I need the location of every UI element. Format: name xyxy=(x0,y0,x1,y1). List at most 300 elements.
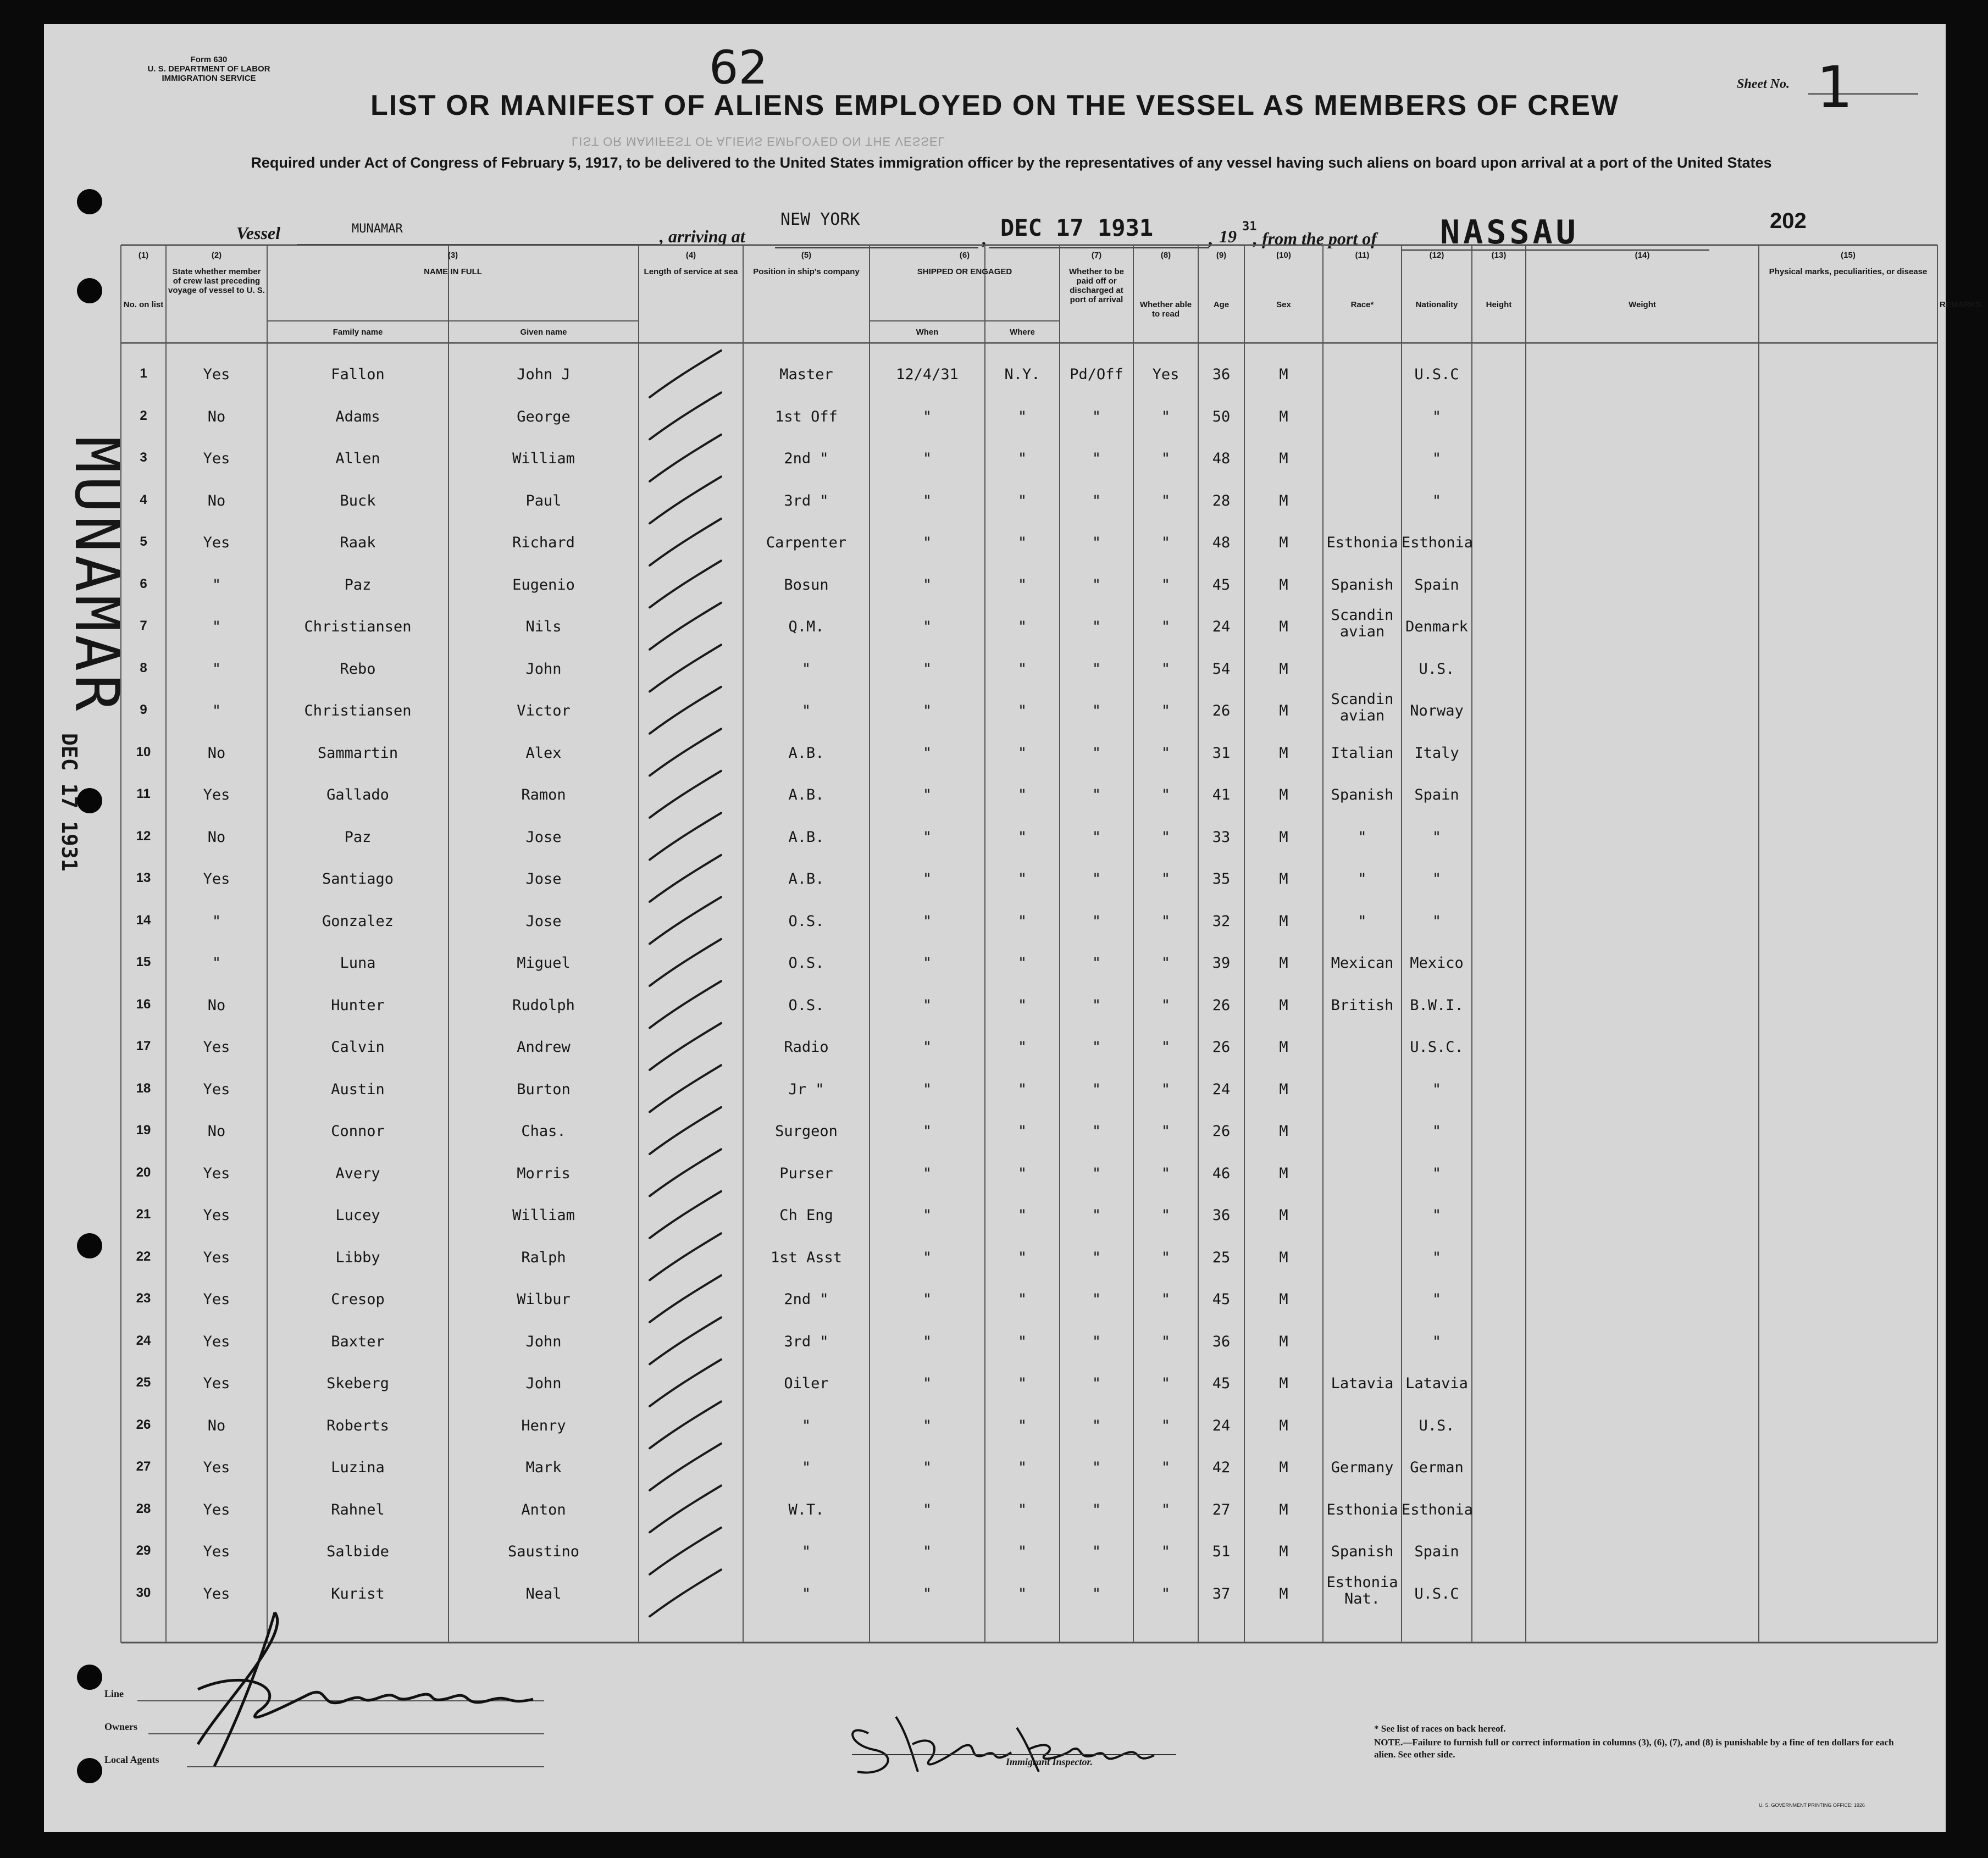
shipped-where: " xyxy=(1017,1417,1027,1434)
shipped-where: " xyxy=(1017,1459,1027,1476)
race: Spanish xyxy=(1331,1543,1394,1560)
given-name: William xyxy=(512,1207,575,1224)
given-name: John xyxy=(525,1333,562,1350)
nationality: U.S.C xyxy=(1414,1585,1459,1602)
shipped-when: " xyxy=(922,1249,932,1266)
age: 45 xyxy=(1212,576,1231,594)
paid-off: " xyxy=(1092,1123,1101,1140)
able-to-read: " xyxy=(1161,1123,1171,1140)
row-number: 30 xyxy=(136,1585,151,1600)
given-name: Jose xyxy=(525,912,562,930)
service-tick-mark xyxy=(650,1191,721,1238)
position: W.T. xyxy=(788,1501,824,1518)
position: A.B. xyxy=(788,870,824,888)
nationality: " xyxy=(1432,1164,1442,1182)
shipped-where: " xyxy=(1017,492,1027,509)
given-name: Jose xyxy=(525,828,562,846)
paid-off: " xyxy=(1092,1291,1101,1308)
column-label: REMARKS xyxy=(1940,300,1981,309)
year-prefix: 19 xyxy=(1219,226,1237,246)
able-to-read: " xyxy=(1161,786,1171,803)
position: Carpenter xyxy=(766,534,847,551)
able-to-read: " xyxy=(1161,1585,1171,1602)
given-name: John xyxy=(525,660,562,678)
paid-off: " xyxy=(1092,660,1101,678)
position: 3rd " xyxy=(784,492,829,509)
paid-off: " xyxy=(1092,1039,1101,1056)
paid-off: " xyxy=(1092,1207,1101,1224)
column-label: Age xyxy=(1213,300,1230,309)
race: " xyxy=(1358,912,1367,930)
shipped-when: " xyxy=(922,1585,932,1602)
column-number: (8) xyxy=(1160,251,1171,260)
row-number: 10 xyxy=(136,744,151,759)
position: " xyxy=(801,660,811,678)
position: Bosun xyxy=(784,576,829,594)
given-name: William xyxy=(512,450,575,467)
family-name: Salbide xyxy=(326,1543,389,1560)
given-name: Miguel xyxy=(517,955,571,972)
column-label: Position in ship's company xyxy=(753,267,860,276)
printer-credit: U. S. GOVERNMENT PRINTING OFFICE: 1926 xyxy=(1759,1802,1865,1808)
row-number: 14 xyxy=(136,912,151,928)
sex: M xyxy=(1279,450,1288,467)
given-name: Paul xyxy=(525,492,562,509)
shipped-where: " xyxy=(1017,702,1027,719)
column-sublabel: When xyxy=(916,328,939,337)
able-to-read: " xyxy=(1161,955,1171,972)
previous-voyage: Yes xyxy=(203,1207,230,1224)
position: 3rd " xyxy=(784,1333,829,1350)
row-number: 28 xyxy=(136,1501,151,1516)
shipped-where: " xyxy=(1017,786,1027,803)
owners-label: Owners xyxy=(104,1721,137,1732)
family-name: Gallado xyxy=(326,786,389,803)
position: Jr " xyxy=(788,1080,824,1098)
shipped-when: " xyxy=(922,1291,932,1308)
family-name: Roberts xyxy=(326,1417,389,1434)
row-number: 26 xyxy=(136,1417,151,1432)
nationality: " xyxy=(1432,450,1442,467)
column-label: Weight xyxy=(1629,300,1656,309)
nationality: " xyxy=(1432,1333,1442,1350)
position: O.S. xyxy=(788,996,824,1014)
sex: M xyxy=(1279,1207,1288,1224)
position: " xyxy=(801,1459,811,1476)
row-number: 24 xyxy=(136,1333,151,1348)
paid-off: " xyxy=(1092,744,1101,762)
able-to-read: " xyxy=(1161,618,1171,635)
shipped-where: " xyxy=(1017,1039,1027,1056)
sex: M xyxy=(1279,576,1288,594)
nationality: German xyxy=(1410,1459,1464,1476)
given-name: Morris xyxy=(517,1164,571,1182)
family-name: Luzina xyxy=(331,1459,385,1476)
paid-off: " xyxy=(1092,492,1101,509)
column-label: Physical marks, peculiarities, or disease xyxy=(1769,267,1928,276)
position: Surgeon xyxy=(775,1123,838,1140)
given-name: Mark xyxy=(525,1459,562,1476)
paid-off: " xyxy=(1092,870,1101,888)
age: 48 xyxy=(1212,534,1231,551)
shipped-where: " xyxy=(1017,1501,1027,1518)
age: 31 xyxy=(1212,744,1231,762)
age: 24 xyxy=(1212,618,1231,635)
service-tick-mark xyxy=(650,645,721,691)
shipped-when: " xyxy=(922,1039,932,1056)
service-tick-mark xyxy=(650,603,721,650)
sex: M xyxy=(1279,1080,1288,1098)
service-tick-mark xyxy=(650,1233,721,1280)
position: " xyxy=(801,702,811,719)
sex: M xyxy=(1279,1375,1288,1392)
previous-voyage: No xyxy=(207,1417,226,1434)
paid-off: " xyxy=(1092,1585,1101,1602)
age: 32 xyxy=(1212,912,1231,930)
nationality: B.W.I. xyxy=(1410,996,1464,1014)
row-number: 9 xyxy=(140,702,147,717)
position: A.B. xyxy=(788,828,824,846)
previous-voyage: Yes xyxy=(203,1585,230,1602)
local-agents-label: Local Agents xyxy=(104,1754,159,1765)
family-name: Hunter xyxy=(331,996,385,1014)
row-number: 17 xyxy=(136,1039,151,1053)
shipped-when: " xyxy=(922,1459,932,1476)
arriving-label: , arriving at xyxy=(660,226,745,246)
nationality: " xyxy=(1432,870,1442,888)
able-to-read: " xyxy=(1161,1164,1171,1182)
able-to-read: " xyxy=(1161,912,1171,930)
family-name: Baxter xyxy=(331,1333,385,1350)
given-name: Andrew xyxy=(517,1039,571,1056)
position: " xyxy=(801,1417,811,1434)
previous-voyage: " xyxy=(212,912,221,930)
paid-off: " xyxy=(1092,1543,1101,1560)
age: 24 xyxy=(1212,1080,1231,1098)
family-name: Adams xyxy=(335,408,380,425)
age: 26 xyxy=(1212,1123,1231,1140)
able-to-read: " xyxy=(1161,1249,1171,1266)
previous-voyage: No xyxy=(207,996,226,1014)
given-name: Eugenio xyxy=(512,576,575,594)
column-label: Whether to be paid off or discharged at port of arrival xyxy=(1069,267,1124,304)
row-number: 25 xyxy=(136,1375,151,1390)
given-name: Victor xyxy=(517,702,571,719)
service-tick-mark xyxy=(650,771,721,818)
vessel-label: Vessel xyxy=(236,223,280,243)
sheet-no-value: 1 xyxy=(1817,54,1853,121)
nationality: U.S.C xyxy=(1414,366,1459,383)
column-number: (1) xyxy=(138,251,149,260)
age: 33 xyxy=(1212,828,1231,846)
given-name: Wilbur xyxy=(517,1291,571,1308)
shipped-when: " xyxy=(922,660,932,678)
service-tick-mark xyxy=(650,1444,721,1490)
shipped-when: " xyxy=(922,1080,932,1098)
column-label: State whether member of crew last preceding voyage of vessel to U. S. xyxy=(168,267,265,295)
from-port: NASSAU xyxy=(1440,213,1579,252)
able-to-read: " xyxy=(1161,492,1171,509)
race: Esthonia xyxy=(1326,1501,1398,1518)
shipped-when: " xyxy=(922,996,932,1014)
age: 45 xyxy=(1212,1375,1231,1392)
sex: M xyxy=(1279,1291,1288,1308)
from-port-label: , from the port of xyxy=(1253,229,1377,248)
family-name: Rahnel xyxy=(331,1501,385,1518)
service-tick-mark xyxy=(650,1528,721,1574)
row-number: 29 xyxy=(136,1543,151,1558)
given-name: Henry xyxy=(521,1417,566,1434)
row-number: 2 xyxy=(140,408,147,423)
column-label: No. on list xyxy=(123,300,164,309)
shipped-when: " xyxy=(922,618,932,635)
previous-voyage: Yes xyxy=(203,1333,230,1350)
column-number: (10) xyxy=(1276,251,1291,260)
position: A.B. xyxy=(788,744,824,762)
previous-voyage: No xyxy=(207,1123,226,1140)
row-number: 8 xyxy=(140,660,147,675)
manifest-sheet: Form 630 U. S. DEPARTMENT OF LABOR IMMIGRATION SERVICE 62 Sheet No. 1 LIST OR MANIFEST OF ALIENS EMPLOYED ON THE VESSEL AS MEMBERS OF CREW LIST OR MANIFEST OF ALIENS EMPLOYED ON THE VESSEL Required under Act of Congress of February 5, 1917, to be delivered to the United States immigration officer by the representatives of any vessel having such aliens on board upon arrival at a port of the United States Vessel MUNAMAR , arriving at NEW YORK , DEC 17 1931 , 19 31 , from the port of NASSAU 202 MUNAMAR DEC 17 1931 (1) No. on list (2) State whether member of crew last preceding voyage of vessel to U. S. (3) NAME IN FULL Family name Given name (4) Length of service at sea (5) Position in ship's company (6) SHIPPED OR ENGAGED When Where (7) Whether to be paid off or discharged at port of arrival (8) Whether able to read (9) Age (10) Sex (11) Race* (12) Nationality (13) Height (14) Weight (15) Physical marks, peculiarities, or disease REMARKS 1 Yes Fallon John J Master 12/4/31 N.Y. Pd/Off Yes 36 M U.S.C 2 No Adams George 1st Off " " " " 50 M " 3 Yes Allen William 2nd " " " " " 48 M " 4 No Buck Paul 3rd " " " " " 28 M " 5 Yes Raak Richard Carpenter " " " " 48 M Esthonia Esthonia 6 " Paz Eugenio Bosun " " " " 45 M Spanish Spain 7 " Christiansen Nils Q.M. " " " " 24 M Scandin avian Denmark 8 " Rebo John " " " " " 54 M U.S. 9 " Christiansen Victor " " " " " 26 M Scandin avian Norway 10 No Sammartin Alex A.B. " " " " 31 M Italian Italy 11 Yes Gallado Ramon A.B. " " " " 41 M Spanish Spain 12 No Paz Jose A.B. " " " " 33 M " " 13 Yes Santiago Jose A.B. " " " " 35 M " " 14 " Gonzalez Jose O.S. " " " " 32 M " " 15 " Luna Miguel O.S. " " " " 39 M Mexican Mexico 16 No Hunter Rudolph O.S. " " " " 26 M British B.W.I. 17 Yes Calvin Andrew Radio " " " " 26 M U.S.C. 18 Yes Austin Burton Jr " " " " " 24 M " 19 No Connor Chas. Surgeon " " " " 26 M " 20 Yes Avery Morris Purser " " " " 46 M " 21 Yes Lucey William Ch Eng " " " " 36 M " 22 Yes Libby Ralph 1st Asst " " " " 25 M " 23 Yes Cresop Wilbur 2nd " " " " " 45 M " 24 Yes Baxter John 3rd " " " " " 36 M " 25 Yes Skeberg John Oiler " " " " 45 M Latavia Latavia 26 No Roberts Henry " " " " " 24 M U.S. 27 Yes Luzina Mark " " " " " 42 M Germany German 28 Yes Rahnel Anton W.T. " " " " 27 M Esthonia Esthonia 29 Yes Salbide Saustino " " " " " 51 M Spanish Spain 30 Yes Kurist Neal " " " " " 37 M Esthonia Nat. U.S.C Line Owners Local Agents Immigrant Inspector. * See list of races on back hereof. NOTE.—Failure to furnish full or correct information in columns (3), (6), (7), and (8) is punishable by a fine of ten dollars for each alien. See other side. U. S. GOVERNMENT PRINTING OFFICE: 1926 xyxy=(44,24,1946,1832)
shipped-when: " xyxy=(922,1375,932,1392)
position: 2nd " xyxy=(784,1291,829,1308)
age: 42 xyxy=(1212,1459,1231,1476)
service-tick-mark xyxy=(650,1023,721,1070)
row-number: 3 xyxy=(140,450,147,465)
nationality: U.S. xyxy=(1419,1417,1455,1434)
shipped-when: " xyxy=(922,870,932,888)
row-number: 23 xyxy=(136,1291,151,1306)
family-name: Paz xyxy=(344,576,372,594)
column-label: SHIPPED OR ENGAGED xyxy=(917,267,1012,276)
shipped-where: " xyxy=(1017,1249,1027,1266)
position: O.S. xyxy=(788,955,824,972)
shipped-where: " xyxy=(1017,660,1027,678)
side-date-stamp: DEC 17 1931 xyxy=(57,733,81,872)
nationality: Latavia xyxy=(1405,1375,1468,1392)
able-to-read: " xyxy=(1161,576,1171,594)
inspector-signature xyxy=(835,1695,1176,1794)
service-tick-mark xyxy=(650,1317,721,1364)
shipped-where: " xyxy=(1017,534,1027,551)
family-name: Allen xyxy=(335,450,380,467)
column-label: Height xyxy=(1486,300,1512,309)
able-to-read: " xyxy=(1161,870,1171,888)
shipped-when: " xyxy=(922,744,932,762)
shipped-where: " xyxy=(1017,744,1027,762)
able-to-read: " xyxy=(1161,1543,1171,1560)
service-tick-mark xyxy=(650,1401,721,1448)
shipped-when: " xyxy=(922,955,932,972)
race: Scandin avian xyxy=(1331,691,1394,724)
previous-voyage: Yes xyxy=(203,366,230,383)
age: 24 xyxy=(1212,1417,1231,1434)
given-name: Ramon xyxy=(521,786,566,803)
page-title: LIST OR MANIFEST OF ALIENS EMPLOYED ON THE VESSEL AS MEMBERS OF CREW xyxy=(370,90,1619,121)
previous-voyage: " xyxy=(212,955,221,972)
paid-off: " xyxy=(1092,408,1101,425)
paid-off: " xyxy=(1092,1417,1101,1434)
position: A.B. xyxy=(788,786,824,803)
family-name: Christiansen xyxy=(304,618,412,635)
row-number: 22 xyxy=(136,1249,151,1264)
shipped-where: " xyxy=(1017,1207,1027,1224)
shipped-where: " xyxy=(1017,1333,1027,1350)
paid-off: " xyxy=(1092,576,1101,594)
column-label: Nationality xyxy=(1415,300,1458,309)
row-number: 21 xyxy=(136,1207,151,1222)
able-to-read: " xyxy=(1161,1039,1171,1056)
family-name: Cresop xyxy=(331,1291,385,1308)
family-name: Sammartin xyxy=(317,744,398,762)
line-label: Line xyxy=(104,1688,124,1699)
nationality: Esthonia xyxy=(1402,534,1474,551)
family-name: Buck xyxy=(340,492,376,509)
previous-voyage: Yes xyxy=(203,786,230,803)
paid-off: " xyxy=(1092,534,1101,551)
paid-off: " xyxy=(1092,786,1101,803)
family-name: Gonzalez xyxy=(322,912,394,930)
nationality: " xyxy=(1432,1123,1442,1140)
shipped-where: " xyxy=(1017,450,1027,467)
sex: M xyxy=(1279,492,1288,509)
age: 48 xyxy=(1212,450,1231,467)
column-sublabel: Where xyxy=(1010,328,1035,337)
service-tick-mark xyxy=(650,687,721,734)
sex: M xyxy=(1279,366,1288,383)
previous-voyage: " xyxy=(212,576,221,594)
column-number: (9) xyxy=(1216,251,1227,260)
paid-off: " xyxy=(1092,1080,1101,1098)
shipped-when: " xyxy=(922,828,932,846)
sex: M xyxy=(1279,1333,1288,1350)
previous-voyage: Yes xyxy=(203,1501,230,1518)
previous-voyage: " xyxy=(212,660,221,678)
given-name: John xyxy=(525,1375,562,1392)
row-number: 6 xyxy=(140,576,147,591)
age: 26 xyxy=(1212,1039,1231,1056)
shipped-where: " xyxy=(1017,576,1027,594)
paid-off: Pd/Off xyxy=(1070,366,1123,383)
able-to-read: " xyxy=(1161,1080,1171,1098)
row-number: 11 xyxy=(136,786,151,801)
race: Spanish xyxy=(1331,576,1394,594)
column-sublabel: Given name xyxy=(520,328,567,337)
service-tick-mark xyxy=(650,1275,721,1322)
nationality: Italy xyxy=(1414,744,1459,762)
paid-off: " xyxy=(1092,828,1101,846)
shipped-when: " xyxy=(922,450,932,467)
service-tick-mark xyxy=(650,1569,721,1616)
position: Q.M. xyxy=(788,618,824,635)
position: " xyxy=(801,1585,811,1602)
family-name: Santiago xyxy=(322,870,394,888)
given-name: Rudolph xyxy=(512,996,575,1014)
family-name: Skeberg xyxy=(326,1375,389,1392)
shipped-when: " xyxy=(922,1417,932,1434)
service-tick-mark xyxy=(650,351,721,397)
shipped-when: " xyxy=(922,912,932,930)
previous-voyage: No xyxy=(207,492,226,509)
family-name: Connor xyxy=(331,1123,385,1140)
given-name: Burton xyxy=(517,1080,571,1098)
previous-voyage: Yes xyxy=(203,1543,230,1560)
shipped-where: " xyxy=(1017,996,1027,1014)
service-tick-mark xyxy=(650,1065,721,1112)
race: " xyxy=(1358,870,1367,888)
service-tick-mark xyxy=(650,1149,721,1196)
inspector-signature-text xyxy=(901,1755,904,1756)
nationality: Denmark xyxy=(1405,618,1468,635)
position: 2nd " xyxy=(784,450,829,467)
sex: M xyxy=(1279,828,1288,846)
family-name: Austin xyxy=(331,1080,385,1098)
age: 51 xyxy=(1212,1543,1231,1560)
paid-off: " xyxy=(1092,1333,1101,1350)
shipped-where: " xyxy=(1017,1585,1027,1602)
row-number: 16 xyxy=(136,996,151,1012)
previous-voyage: " xyxy=(212,618,221,635)
nationality: " xyxy=(1432,912,1442,930)
age: 46 xyxy=(1212,1164,1231,1182)
shipped-when: " xyxy=(922,1123,932,1140)
given-name: Anton xyxy=(521,1501,566,1518)
family-name: Luna xyxy=(340,955,376,972)
previous-voyage: No xyxy=(207,408,226,425)
nationality: Mexico xyxy=(1410,955,1464,972)
service-tick-mark xyxy=(650,855,721,902)
position: 1st Off xyxy=(775,408,838,425)
paid-off: " xyxy=(1092,1375,1101,1392)
nationality: " xyxy=(1432,828,1442,846)
able-to-read: " xyxy=(1161,744,1171,762)
shipped-when: " xyxy=(922,534,932,551)
position: Ch Eng xyxy=(779,1207,833,1224)
able-to-read: " xyxy=(1161,534,1171,551)
row-number: 7 xyxy=(140,618,147,633)
sex: M xyxy=(1279,1459,1288,1476)
given-name: Saustino xyxy=(507,1543,580,1560)
page-subtitle: Required under Act of Congress of February 5, 1917, to be delivered to the United States immigration officer by the representatives of any vessel having such aliens on board upon arrival at a port of the United States xyxy=(251,154,1772,171)
position: Radio xyxy=(784,1039,829,1056)
shipped-where: " xyxy=(1017,408,1027,425)
previous-voyage: " xyxy=(212,702,221,719)
previous-voyage: Yes xyxy=(203,1249,230,1266)
given-name: George xyxy=(517,408,571,425)
age: 41 xyxy=(1212,786,1231,803)
service-tick-mark xyxy=(650,981,721,1028)
able-to-read: " xyxy=(1161,996,1171,1014)
race: Esthonia xyxy=(1326,534,1398,551)
position: 1st Asst xyxy=(770,1249,843,1266)
family-name: Avery xyxy=(335,1164,380,1182)
previous-voyage: Yes xyxy=(203,1164,230,1182)
line-signature xyxy=(181,1601,566,1788)
previous-voyage: Yes xyxy=(203,870,230,888)
family-name: Lucey xyxy=(335,1207,380,1224)
age: 54 xyxy=(1212,660,1231,678)
able-to-read: " xyxy=(1161,450,1171,467)
family-name: Christiansen xyxy=(304,702,412,719)
paid-off: " xyxy=(1092,996,1101,1014)
able-to-read: " xyxy=(1161,1459,1171,1476)
shipped-when: " xyxy=(922,786,932,803)
shipped-when: " xyxy=(922,1164,932,1182)
able-to-read: " xyxy=(1161,1291,1171,1308)
column-number: (14) xyxy=(1635,251,1650,260)
age: 50 xyxy=(1212,408,1231,425)
shipped-where: " xyxy=(1017,912,1027,930)
paid-off: " xyxy=(1092,1164,1101,1182)
